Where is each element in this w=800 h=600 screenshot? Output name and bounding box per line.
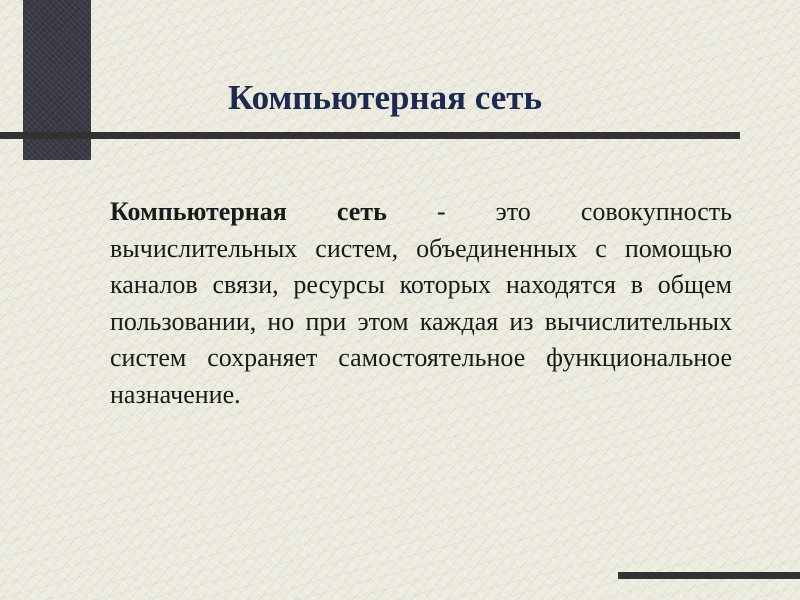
slide-title: Компьютерная сеть <box>227 78 542 117</box>
definition-paragraph <box>110 194 732 413</box>
definition-term: Компьютерная сеть <box>110 197 387 226</box>
bottom-decorative-rule <box>618 572 800 579</box>
definition-text: - это совокупность вычислительных систем, объединенных с помощью каналов связи, ресурсы которых находятся в общем пользовании, но при этом каждая из вычислительных систем сохраняет самостоятельное функциональное назначение. <box>110 197 732 409</box>
title-divider-rule <box>0 132 740 139</box>
